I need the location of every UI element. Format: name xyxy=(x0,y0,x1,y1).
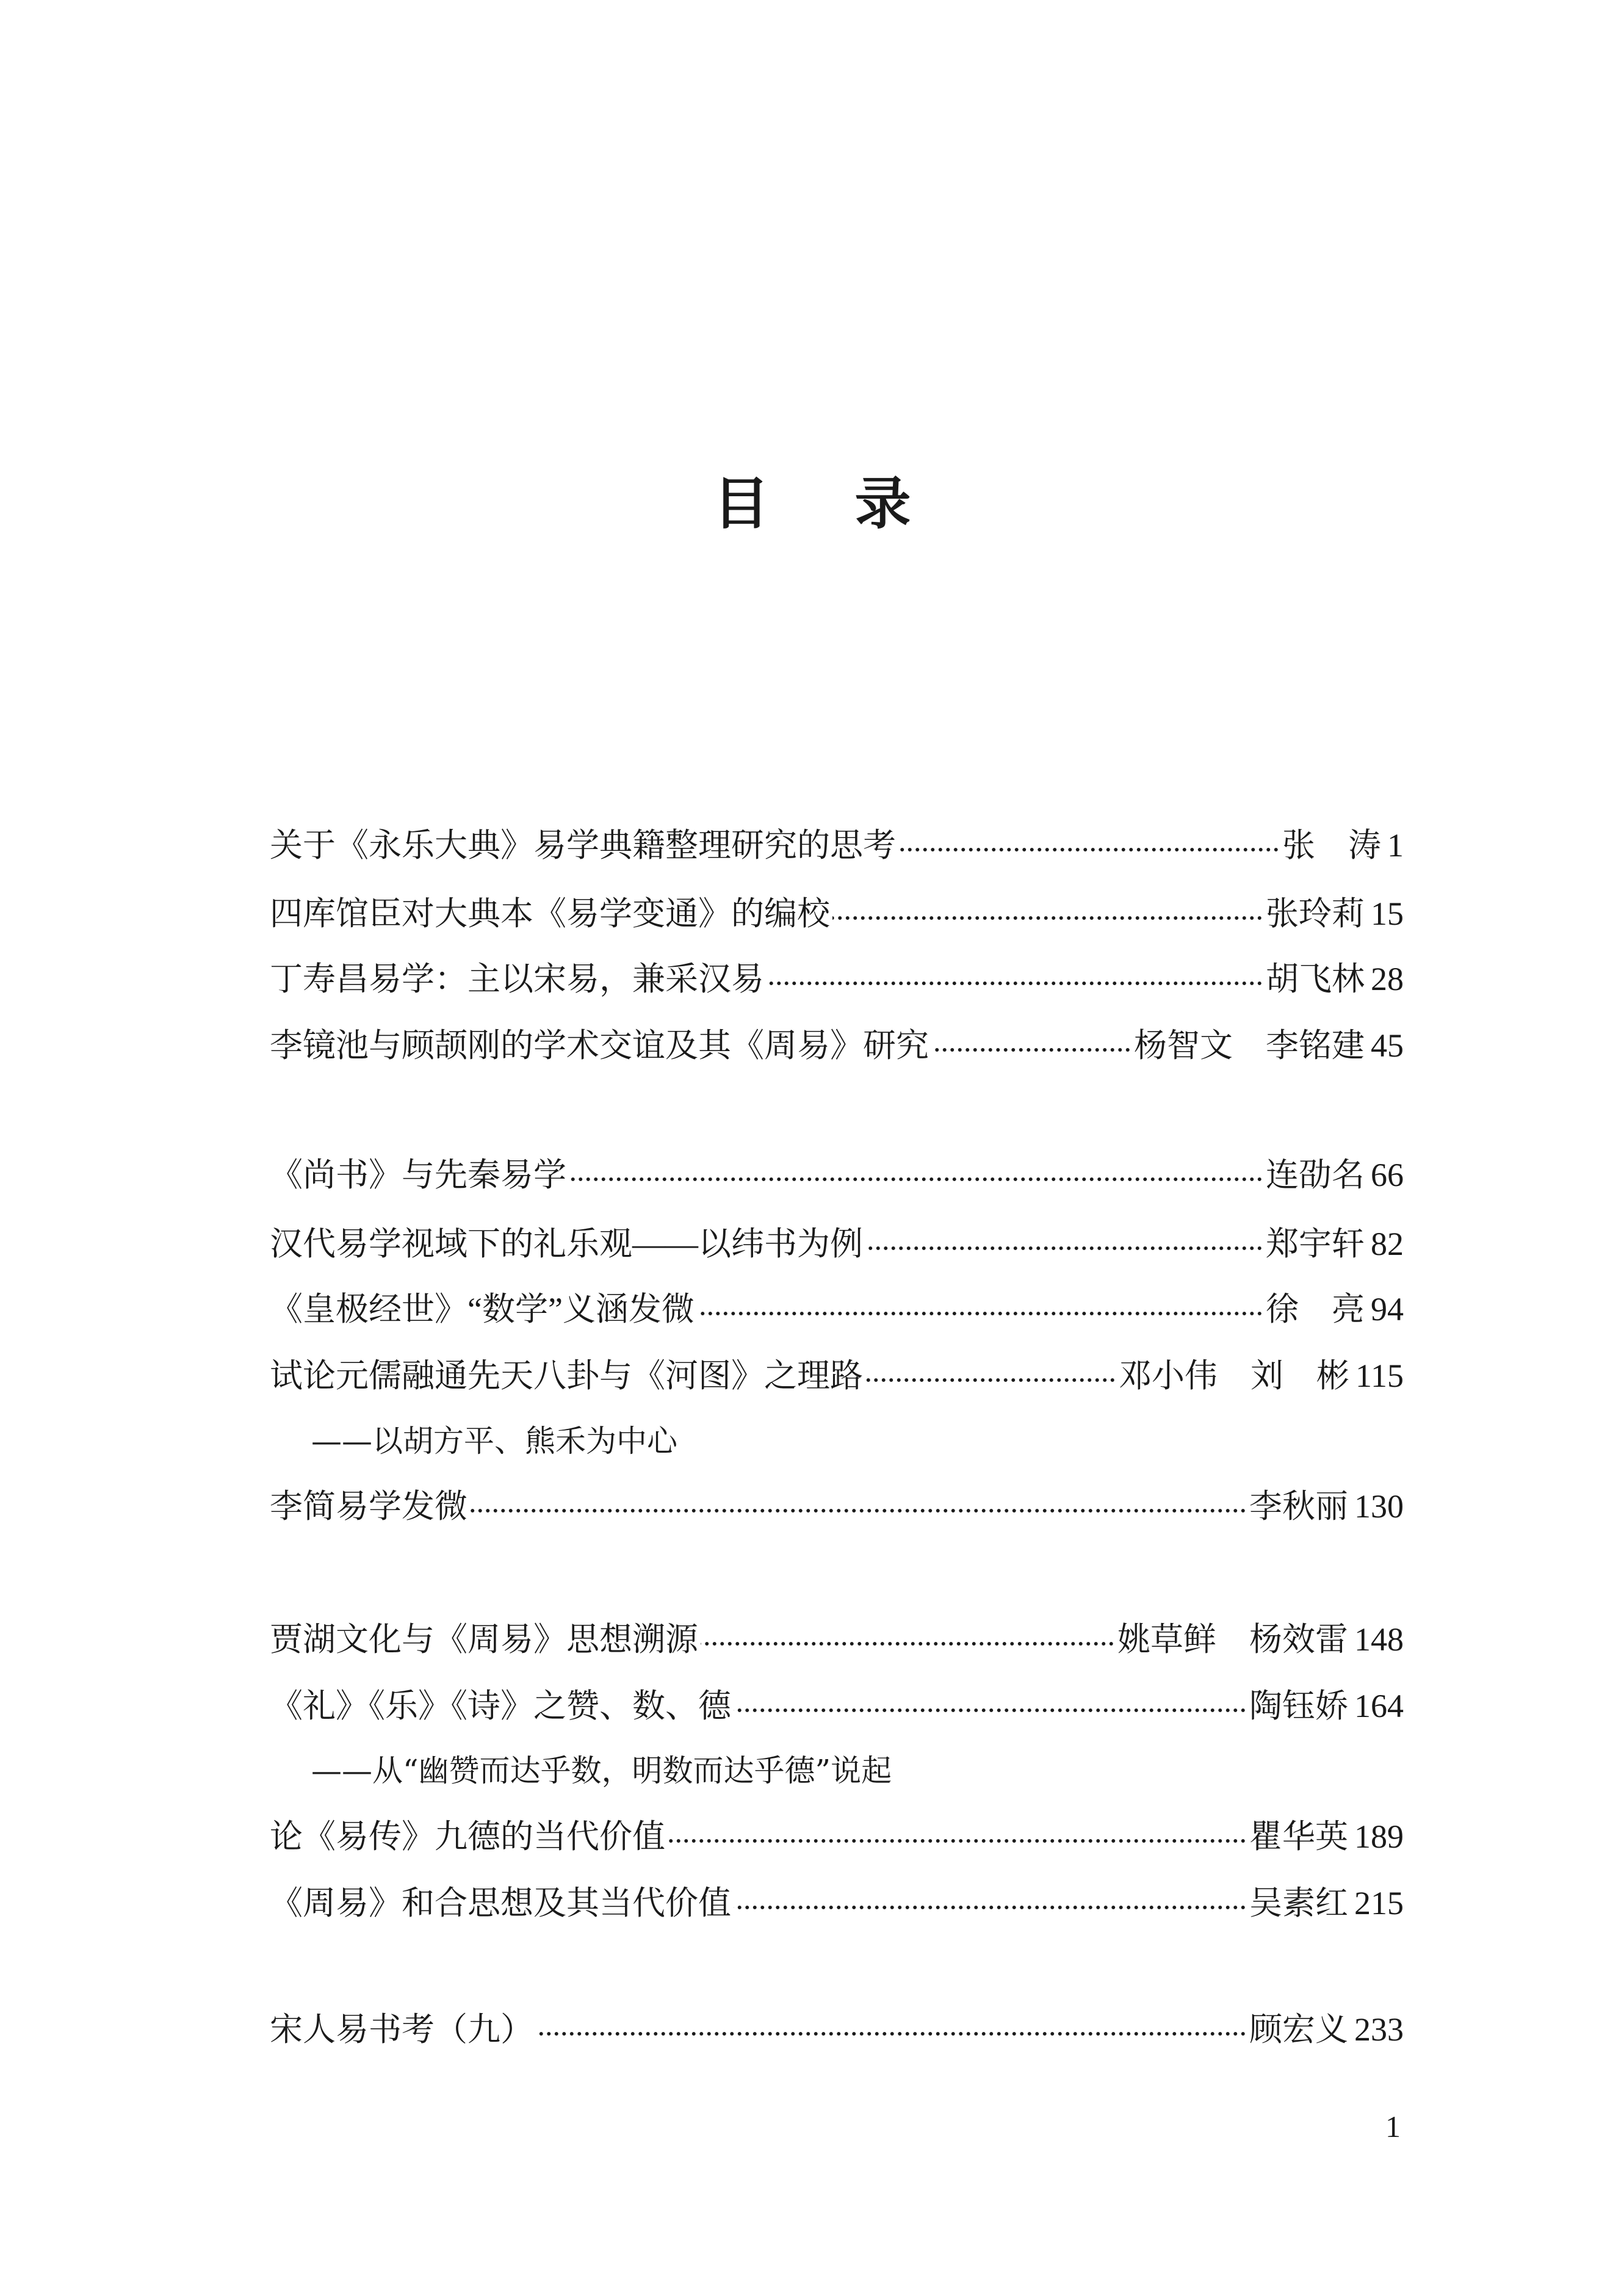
dot-leader xyxy=(734,1707,1247,1713)
title-char: 目 xyxy=(713,473,770,535)
dot-leader xyxy=(898,847,1280,853)
toc-entry[interactable] xyxy=(270,1024,1404,1067)
toc-entry[interactable] xyxy=(270,1354,1404,1397)
entry-author: 张玲莉 xyxy=(1266,894,1365,933)
entry-title: 贾湖文化与《周易》思想溯源 xyxy=(270,1621,698,1658)
entry-subtitle: ——以胡方平、熊禾为中心 xyxy=(311,1423,677,1459)
entry-title: 《尚书》与先秦易学 xyxy=(270,1157,566,1193)
toc-entry[interactable] xyxy=(270,958,1404,1000)
entry-page: 130 xyxy=(1354,1488,1404,1525)
entry-title: 《周易》和合思想及其当代价值 xyxy=(270,1885,731,1921)
entry-title: 试论元儒融通先天八卦与《河图》之理路 xyxy=(270,1357,863,1394)
toc-entry[interactable] xyxy=(270,824,1404,867)
entry-page: 94 xyxy=(1371,1291,1404,1328)
entry-page: 82 xyxy=(1371,1226,1404,1262)
toc-entry[interactable] xyxy=(270,2008,1404,2051)
toc-entry[interactable] xyxy=(270,1288,1404,1331)
entry-title: 宋人易书考（九） xyxy=(270,2011,533,2048)
page-number: 1 xyxy=(1385,2109,1401,2144)
dot-leader xyxy=(470,1508,1247,1514)
entry-title: 丁寿昌易学：主以宋易，兼采汉易 xyxy=(270,961,764,997)
entry-author: 胡飞林 xyxy=(1266,960,1365,998)
dot-leader xyxy=(668,1838,1247,1844)
dot-leader xyxy=(734,1904,1247,1910)
dot-leader xyxy=(569,1176,1263,1182)
page-title xyxy=(0,459,1624,540)
dot-leader xyxy=(865,1245,1263,1251)
dot-leader xyxy=(832,915,1263,921)
entry-author: 邓小伟 刘 彬 xyxy=(1119,1356,1349,1395)
entry-page: 66 xyxy=(1371,1157,1404,1193)
entry-title: 李镜池与顾颉刚的学术交谊及其《周易》研究 xyxy=(270,1027,929,1064)
dot-leader xyxy=(701,1641,1115,1647)
entry-page: 189 xyxy=(1354,1818,1404,1855)
entry-author: 张 涛 xyxy=(1282,826,1381,864)
dot-leader xyxy=(697,1310,1263,1317)
entry-author: 郑宇轩 xyxy=(1266,1224,1365,1263)
entry-author: 姚草鲜 杨效雷 xyxy=(1117,1620,1348,1658)
entry-author: 陶钰娇 xyxy=(1249,1686,1348,1725)
entry-page: 1 xyxy=(1387,827,1404,864)
entry-author: 杨智文 李铭建 xyxy=(1134,1026,1365,1065)
entry-page: 233 xyxy=(1354,2011,1404,2048)
entry-title: 关于《永乐大典》易学典籍整理研究的思考 xyxy=(270,827,896,864)
entry-subtitle: ——从“幽赞而达乎数，明数而达乎德”说起 xyxy=(311,1753,892,1788)
toc-entry[interactable] xyxy=(270,1223,1404,1265)
entry-page: 164 xyxy=(1354,1688,1404,1724)
entry-author: 瞿华英 xyxy=(1249,1817,1348,1856)
toc-entry[interactable] xyxy=(270,1882,1404,1925)
entry-title: 论《易传》九德的当代价值 xyxy=(270,1818,665,1855)
dot-leader xyxy=(931,1047,1131,1053)
entry-author: 吴素红 xyxy=(1249,1884,1348,1922)
dot-leader xyxy=(536,2031,1247,2037)
dot-leader xyxy=(865,1377,1116,1383)
toc-entry[interactable] xyxy=(270,892,1404,935)
toc-entry[interactable] xyxy=(270,1485,1404,1528)
entry-title: 《皇极经世》“数学”义涵发微 xyxy=(270,1291,695,1328)
toc-entry[interactable] xyxy=(270,1154,1404,1196)
entry-author: 李秋丽 xyxy=(1249,1487,1348,1525)
toc-entry[interactable] xyxy=(270,1685,1404,1727)
entry-title: 《礼》《乐》《诗》之赞、数、德 xyxy=(270,1688,731,1724)
toc-entry[interactable] xyxy=(270,1815,1404,1858)
entry-page: 45 xyxy=(1371,1027,1404,1064)
entry-page: 15 xyxy=(1371,895,1404,932)
toc-entry[interactable] xyxy=(270,1618,1404,1661)
title-char: 录 xyxy=(854,473,911,535)
dot-leader xyxy=(767,980,1263,986)
entry-title: 四库馆臣对大典本《易学变通》的编校 xyxy=(270,895,830,932)
entry-page: 115 xyxy=(1355,1357,1404,1394)
entry-author: 连劭名 xyxy=(1266,1155,1365,1194)
entry-title: 汉代易学视域下的礼乐观——以纬书为例 xyxy=(270,1226,863,1262)
entry-title: 李简易学发微 xyxy=(270,1488,467,1525)
entry-page: 215 xyxy=(1354,1885,1404,1921)
entry-author: 顾宏义 xyxy=(1249,2010,1348,2048)
entry-page: 28 xyxy=(1371,961,1404,997)
entry-page: 148 xyxy=(1354,1621,1404,1658)
entry-author: 徐 亮 xyxy=(1266,1290,1365,1328)
